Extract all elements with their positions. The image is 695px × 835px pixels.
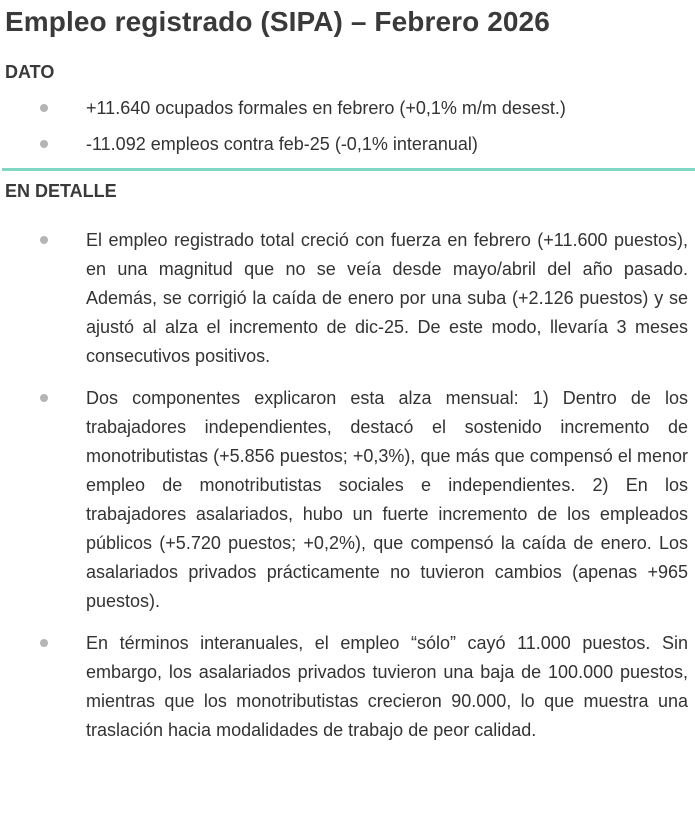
dato-item-text: -11.092 empleos contra feb-25 (-0,1% interanual) (86, 134, 478, 154)
section-divider (2, 168, 695, 171)
dato-item-text: +11.640 ocupados formales en febrero (+0,1% m/m desest.) (86, 98, 566, 118)
detalle-item-2 (0, 384, 695, 616)
dato-heading: DATO (5, 62, 55, 82)
detalle-item-1 (0, 226, 695, 371)
detalle-item-text: En términos interanuales, el empleo “sólo” cayó 11.000 puestos. Sin embargo, los asalariados privados tuvieron una baja de 100.000 puestos, mientras que los monotributistas crecieron 90.000, lo que muestra una traslación hacia modalidades de trabajo de peor calidad. (86, 633, 688, 740)
dato-item-1 (0, 90, 695, 126)
page-title: Empleo registrado (SIPA) – Febrero 2026 (5, 6, 550, 37)
detalle-list (0, 226, 695, 758)
bullet-icon (40, 236, 48, 244)
detalle-item-text: El empleo registrado total creció con fuerza en febrero (+11.600 puestos), en una magnitud que no se veía desde mayo/abril del año pasado. Además, se corrigió la caída de enero por una suba (+2.126 puestos) y se ajustó al alza el incremento de dic-25. De este modo, llevaría 3 meses consecutivos positivos. (86, 230, 688, 366)
detalle-heading: EN DETALLE (5, 181, 117, 201)
dato-item-2 (0, 126, 695, 162)
bullet-icon (40, 140, 48, 148)
bullet-icon (40, 104, 48, 112)
dato-list (0, 90, 695, 162)
detalle-item-3 (0, 629, 695, 745)
detalle-item-text: Dos componentes explicaron esta alza mensual: 1) Dentro de los trabajadores independientes, destacó el sostenido incremento de monotributistas (+5.856 puestos; +0,3%), que más que compensó el menor empleo de monotributistas sociales e independientes. 2) En los trabajadores asalariados, hubo un fuerte incremento de los empleados públicos (+5.720 puestos; +0,2%), que compensó la caída de enero. Los asalariados privados prácticamente no tuvieron cambios (apenas +965 puestos). (86, 388, 688, 611)
bullet-icon (40, 639, 48, 647)
bullet-icon (40, 394, 48, 402)
